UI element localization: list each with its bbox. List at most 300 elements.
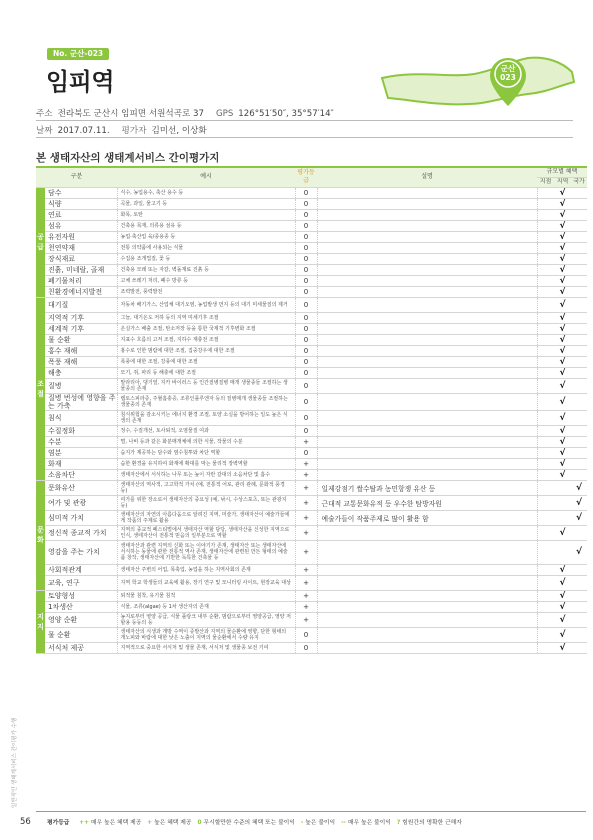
page-number: 56 [20,817,31,827]
benefit-check-icon [537,590,554,601]
benefit-check-icon [537,525,554,540]
service-item: 폭풍 재해 [45,356,117,367]
benefit-check-icon: √ [571,495,587,510]
service-description [317,242,537,253]
service-description [317,627,537,642]
service-example: 그늘, 대기온도 저하 등의 지역 미세기후 조절 [117,312,295,323]
service-grade: + [295,510,317,525]
service-description [317,286,537,297]
category-label: 지지 [36,590,45,653]
service-description [317,231,537,242]
service-grade: + [295,436,317,447]
service-item: 토양형성 [45,590,117,601]
section-title: 본 생태자산의 생태계서비스 간이평가지 [36,152,220,164]
service-grade: 0 [295,378,317,393]
benefit-check-icon [571,220,587,231]
service-grade: + [295,458,317,469]
service-grade: 0 [295,345,317,356]
service-example: 식수, 농업용수, 축산 용수 등 [117,187,295,198]
service-description [317,525,537,540]
service-item: 유전자원 [45,231,117,242]
benefit-check-icon [537,642,554,653]
site-number-badge: No. 군산-023 [47,48,109,60]
benefit-check-icon [571,264,587,275]
benefit-check-icon [571,286,587,297]
service-item: 1차생산 [45,601,117,612]
service-grade: 0 [295,425,317,436]
benefit-check-icon: √ [554,231,571,242]
benefit-check-icon: √ [571,480,587,495]
service-example: 곡물, 과일, 물고기 등 [117,198,295,209]
benefit-check-icon: √ [554,209,571,220]
benefit-check-icon [537,275,554,286]
benefit-check-icon: √ [554,627,571,642]
benefit-check-icon [571,187,587,198]
table-row [36,253,587,264]
benefit-check-icon [571,242,587,253]
service-grade: + [295,590,317,601]
benefit-check-icon: √ [554,345,571,356]
service-example: 농지로부터 영양 공급, 식물 플랑크 내부 순환, 범람으로부터 영양공급, 영양 저할용 등등의 등 [117,612,295,627]
service-grade: + [295,480,317,495]
benefit-check-icon [537,540,554,564]
date-line: 날짜 2017.07.11. 평가자 김미선, 이상화 [36,126,207,136]
table-row [36,436,587,447]
benefit-check-icon [554,540,571,564]
service-item: 침식 [45,410,117,425]
service-item: 물 순환 [45,627,117,642]
legend-text: 힘원간의 명확한 근해자 [402,820,462,826]
benefit-check-icon [537,367,554,378]
service-grade: 0 [295,198,317,209]
service-description [317,253,537,264]
header-benefit: 규모별 혜택 [537,167,587,177]
service-grade: 0 [295,334,317,345]
benefit-check-icon [537,612,554,627]
service-item: 소음차단 [45,469,117,480]
benefit-check-icon [554,510,571,525]
benefit-check-icon: √ [554,436,571,447]
service-grade: 0 [295,220,317,231]
service-example: 건축용 모래 또는 자갈, 벽돌재료 진흙 등 [117,264,295,275]
table-row [36,323,587,334]
service-grade: 0 [295,253,317,264]
service-example: 지표수 흐름의 고저 조절, 지하수 재충전 조절 [117,334,295,345]
service-grade: + [295,469,317,480]
service-description [317,575,537,590]
service-description [317,345,537,356]
service-item: 질병 번성에 영향을 주는 가축 [45,393,117,410]
legend-symbol: ? [396,820,401,826]
benefit-check-icon [537,323,554,334]
service-example: 식물, 조류(algae) 등 1차 생산자의 존재 [117,601,295,612]
service-item: 염분 [45,447,117,458]
benefit-check-icon: √ [571,540,587,564]
service-example: 습지가 제공하는 담수와 염수침투와 차단 역할 [117,447,295,458]
table-row [36,367,587,378]
service-example: 건축용 목재, 의류용 섬유 등 [117,220,295,231]
benefit-check-icon [571,198,587,209]
benefit-check-icon [571,564,587,575]
table-row [36,564,587,575]
benefit-check-icon [537,378,554,393]
service-item: 영양 순환 [45,612,117,627]
service-item: 식량 [45,198,117,209]
page-title: 임피역 [46,68,115,96]
header-category: 구분 [36,167,117,187]
side-caption: 일반적인 생태계서비스 간이평가 수행 [12,717,18,808]
table-row [36,264,587,275]
service-grade: + [295,575,317,590]
benefit-check-icon [537,436,554,447]
benefit-check-icon [537,480,554,495]
legend-symbol: - [300,820,304,826]
benefit-check-icon [537,297,554,312]
service-grade: 0 [295,393,317,410]
service-example: 생태자산의 식생과 개방 수역이 증발산과 지역의 물순환에 영향, 단한 형태의 개노피와 바람에 대한 낮은 노출이 지역의 물순환에서 수량 유지 [117,627,295,642]
benefit-check-icon [537,242,554,253]
table-row [36,642,587,653]
benefit-check-icon [537,220,554,231]
benefit-check-icon [571,525,587,540]
benefit-check-icon [571,297,587,312]
table-row [36,495,587,510]
benefit-check-icon: √ [554,612,571,627]
service-example: 생태자산의 역사적, 고고학적 가치 (예, 전통적 어로, 관리 관례, 문화적 풍경 등) [117,480,295,495]
service-example: 자동차 배기가스, 산업체 대기오염, 농업발생 먼지 등의 대기 미세물질의 제거 [117,297,295,312]
benefit-check-icon [571,345,587,356]
header-description: 설명 [317,167,537,187]
service-item: 교육, 연구 [45,575,117,590]
benefit-check-icon [537,627,554,642]
service-grade: 0 [295,242,317,253]
service-grade: 0 [295,209,317,220]
table-row [36,393,587,410]
service-description [317,458,537,469]
service-item: 폐기물처리 [45,275,117,286]
benefit-check-icon [537,458,554,469]
service-item: 수질정화 [45,425,117,436]
service-grade: 0 [295,367,317,378]
benefit-check-icon [537,575,554,590]
service-item: 물 순환 [45,334,117,345]
table-row [36,198,587,209]
service-example: 벌, 나비 등과 같은 화분매개체에 의한 식물, 작물의 수분 [117,436,295,447]
benefit-check-icon [537,312,554,323]
benefit-check-icon [571,393,587,410]
service-description [317,425,537,436]
service-grade: 0 [295,447,317,458]
service-item: 세계적 기후 [45,323,117,334]
legend-symbol: -- [341,820,346,826]
benefit-check-icon: √ [554,378,571,393]
grade-legend: 평가등급 ++ 매우 높은 혜택 제공 + 높은 혜택 제공 0 무시할만한 수준의 혜택 또는 불이익 - 높은 불이익 -- 매우 높은 불이익 ? 힘원간의 명확한 근해자 [47,820,462,826]
legend-text: 높은 혜택 제공 [154,820,192,826]
service-example: 홍수로 인한 범람에 대한 조절, 집중강우에 대한 조절 [117,345,295,356]
service-item: 수분 [45,436,117,447]
service-grade: 0 [295,264,317,275]
benefit-check-icon: √ [554,590,571,601]
service-description [317,447,537,458]
header-local: 지점 [537,177,554,187]
benefit-check-icon [571,601,587,612]
service-example: 지역의 종교적 페스티벌에서 생태자산 역할 담당, 생태자산을 신성한 지역으로 인식, 생태자산이 전통적 믿음의 일부분으로 역할 [117,525,295,540]
table-row [36,231,587,242]
service-example: 전통 의약품에 사용되는 식물 [117,242,295,253]
benefit-check-icon [571,458,587,469]
service-example: 생태자산에서 서식하는 나무 또는 높이 자란 갈대의 소음차단 및 흡수 [117,469,295,480]
category-label: 조절 [36,297,45,480]
benefit-check-icon: √ [554,367,571,378]
header-grade: 평가등급 [295,167,317,187]
service-item: 천연약재 [45,242,117,253]
service-description [317,220,537,231]
header-national: 국가 [571,177,587,187]
benefit-check-icon: √ [554,264,571,275]
benefit-check-icon [537,447,554,458]
service-example: 수집용 조개껍질, 꽃 등 [117,253,295,264]
benefit-check-icon: √ [571,510,587,525]
benefit-check-icon [571,410,587,425]
service-item: 장식재료 [45,253,117,264]
benefit-check-icon [537,286,554,297]
service-item: 심미적 가치 [45,510,117,525]
service-description [317,564,537,575]
service-grade: 0 [295,323,317,334]
table-row [36,378,587,393]
benefit-check-icon [571,575,587,590]
table-row [36,356,587,367]
service-example: 정수, 수질개선, 토사퇴적, 오염물질 여과 [117,425,295,436]
service-item: 문화유산 [45,480,117,495]
table-row [36,458,587,469]
benefit-check-icon [571,323,587,334]
benefit-check-icon [571,312,587,323]
service-example: 모기, 쥐, 파리 등 해충에 대한 조절 [117,367,295,378]
service-example: 렙토스피라증, 주혈흡충증, 조류인플루엔자 등의 질병매개 생물종들 조절하는 생물종의 존재 [117,393,295,410]
service-item: 질병 [45,378,117,393]
service-grade: + [295,495,317,510]
service-description [317,323,537,334]
service-description [317,378,537,393]
service-example: 여가를 위한 장소로서 생태자산의 중요성 (예, 낚시, 수상스포츠, 또는 관광지 등) [117,495,295,510]
table-row [36,209,587,220]
benefit-check-icon [537,469,554,480]
benefit-check-icon [537,410,554,425]
table-row [36,297,587,312]
service-example: 침식위험을 감소시키는 에너지 환경 조절, 토양 소실을 방어하는 일도 높은 식생의 존재 [117,410,295,425]
table-row [36,334,587,345]
address-line: 주소 전라북도 군산시 임피면 서원석곡로 37 GPS 126°51′50″, 35°57′14″ [36,109,334,119]
legend-symbol: ++ [79,820,89,826]
benefit-check-icon: √ [554,425,571,436]
service-grade: + [295,540,317,564]
table-row [36,480,587,495]
benefit-check-icon [537,425,554,436]
benefit-check-icon [537,356,554,367]
benefit-check-icon: √ [554,242,571,253]
service-item: 해충 [45,367,117,378]
benefit-check-icon [571,231,587,242]
benefit-check-icon [554,480,571,495]
service-grade: 0 [295,231,317,242]
service-example: 생태자산 주변의 어업, 목축업, 농업을 하는 지역사회의 존재 [117,564,295,575]
service-example: 지역 학교 학생들의 교육에 활용, 장기 연구 및 모니터링 사이트, 현장교육 대상 [117,575,295,590]
benefit-check-icon [537,198,554,209]
table-row [36,601,587,612]
divider [36,137,573,138]
table-row [36,425,587,436]
divider [36,120,573,121]
service-description [317,393,537,410]
benefit-check-icon [537,510,554,525]
benefit-check-icon [571,590,587,601]
legend-symbol: + [147,820,153,826]
table-row [36,627,587,642]
benefit-check-icon: √ [554,525,571,540]
table-row [36,242,587,253]
map-badge-text: 군산 023 [500,64,516,82]
category-label: 문화 [36,480,45,590]
service-description [317,436,537,447]
benefit-check-icon: √ [554,469,571,480]
service-item: 서식처 제공 [45,642,117,653]
table-row [36,525,587,540]
benefit-check-icon [571,447,587,458]
benefit-check-icon: √ [554,564,571,575]
benefit-check-icon: √ [554,601,571,612]
service-item: 여가 및 관광 [45,495,117,510]
benefit-check-icon [537,187,554,198]
benefit-check-icon [571,356,587,367]
legend-text: 무시할만한 수준의 혜택 또는 불이익 [203,820,295,826]
service-grade: 0 [295,187,317,198]
service-description [317,356,537,367]
table-row [36,447,587,458]
legend-symbol: 0 [197,820,202,826]
service-item: 대기질 [45,297,117,312]
benefit-check-icon: √ [554,198,571,209]
service-item: 지역적 기후 [45,312,117,323]
benefit-check-icon: √ [554,334,571,345]
service-grade: + [295,525,317,540]
service-description [317,612,537,627]
service-description [317,187,537,198]
service-item: 홍수 재해 [45,345,117,356]
benefit-check-icon [537,253,554,264]
table-row [36,575,587,590]
table-row [36,187,587,198]
benefit-check-icon [571,627,587,642]
benefit-check-icon [537,231,554,242]
benefit-check-icon: √ [554,286,571,297]
service-description [317,469,537,480]
benefit-check-icon [571,436,587,447]
benefit-check-icon [537,393,554,410]
service-grade: 0 [295,410,317,425]
service-example: 고체 쓰레기 처리, 폐수 방류 등 [117,275,295,286]
benefit-check-icon [571,612,587,627]
service-description [317,601,537,612]
benefit-check-icon: √ [554,323,571,334]
service-example: 온실가스 배출 조절, 탄소저장 등을 통한 국제적 기후변화 조절 [117,323,295,334]
service-item: 친환경에너지발전 [45,286,117,297]
service-item: 섬유 [45,220,117,231]
service-description: 예술가들이 작품주제로 많이 활용 함 [317,510,537,525]
footer-rule [36,811,586,812]
table-row [36,286,587,297]
service-description [317,275,537,286]
service-example: 농업·축산업 육/종용종 등 [117,231,295,242]
table-row [36,410,587,425]
benefit-check-icon [554,495,571,510]
benefit-check-icon [537,345,554,356]
benefit-check-icon [571,469,587,480]
service-item: 담수 [45,187,117,198]
table-row [36,220,587,231]
service-description [317,642,537,653]
benefit-check-icon [571,275,587,286]
service-item: 화재 [45,458,117,469]
legend-text: 매우 높은 혜택 제공 [90,820,142,826]
service-example: 조력발전, 풍력발전 [117,286,295,297]
service-description: 근대적 교통문화유적 등 우수한 탐방자원 [317,495,537,510]
service-example: 지역적으로 중요한 서식처 및 생물 존재, 서식처 및 생물종 보전 기여 [117,642,295,653]
service-grade: + [295,564,317,575]
benefit-check-icon [571,425,587,436]
benefit-check-icon: √ [554,275,571,286]
service-grade: + [295,601,317,612]
service-example: 생태자산과 관련 지역의 신화 또는 이야기가 존재, 생태자산 또는 생태자산에 서식하는 동물에 관한 전통적 역사 존재, 생태자산에 관련된 만든 형태의 예술품 창작, 생태자산에 기반한 독특한 건축물 등 [117,540,295,564]
benefit-check-icon: √ [554,253,571,264]
service-description [317,334,537,345]
legend-text: 매우 높은 불이익 [347,820,391,826]
table-row [36,275,587,286]
service-grade: 0 [295,627,317,642]
service-grade: + [295,612,317,627]
service-example: 화목, 토탄 [117,209,295,220]
benefit-check-icon [571,209,587,220]
benefit-check-icon [571,253,587,264]
service-description [317,198,537,209]
table-row [36,345,587,356]
benefit-check-icon [537,601,554,612]
legend-text: 높은 불이익 [305,820,336,826]
table-row [36,510,587,525]
table-row [36,540,587,564]
benefit-check-icon [537,495,554,510]
benefit-check-icon: √ [554,393,571,410]
benefit-check-icon: √ [554,410,571,425]
benefit-check-icon: √ [554,575,571,590]
service-grade: 0 [295,286,317,297]
header-regional: 지역 [554,177,571,187]
benefit-check-icon [537,209,554,220]
benefit-check-icon [537,264,554,275]
benefit-check-icon [571,334,587,345]
table-row [36,590,587,601]
benefit-check-icon: √ [554,642,571,653]
benefit-check-icon: √ [554,220,571,231]
benefit-check-icon [571,378,587,393]
service-example: 말라리아, 댕기열, 지카 바이러스 등 인간질병질병 매개 생물종들 조절하는 생물종의 존재 [117,378,295,393]
service-description [317,410,537,425]
service-item: 진흙, 미네랄, 골재 [45,264,117,275]
service-example: 퇴적물 침착, 유기물 침적 [117,590,295,601]
region-map-outline [378,48,578,128]
benefit-check-icon: √ [554,297,571,312]
service-item: 영감을 주는 가치 [45,540,117,564]
